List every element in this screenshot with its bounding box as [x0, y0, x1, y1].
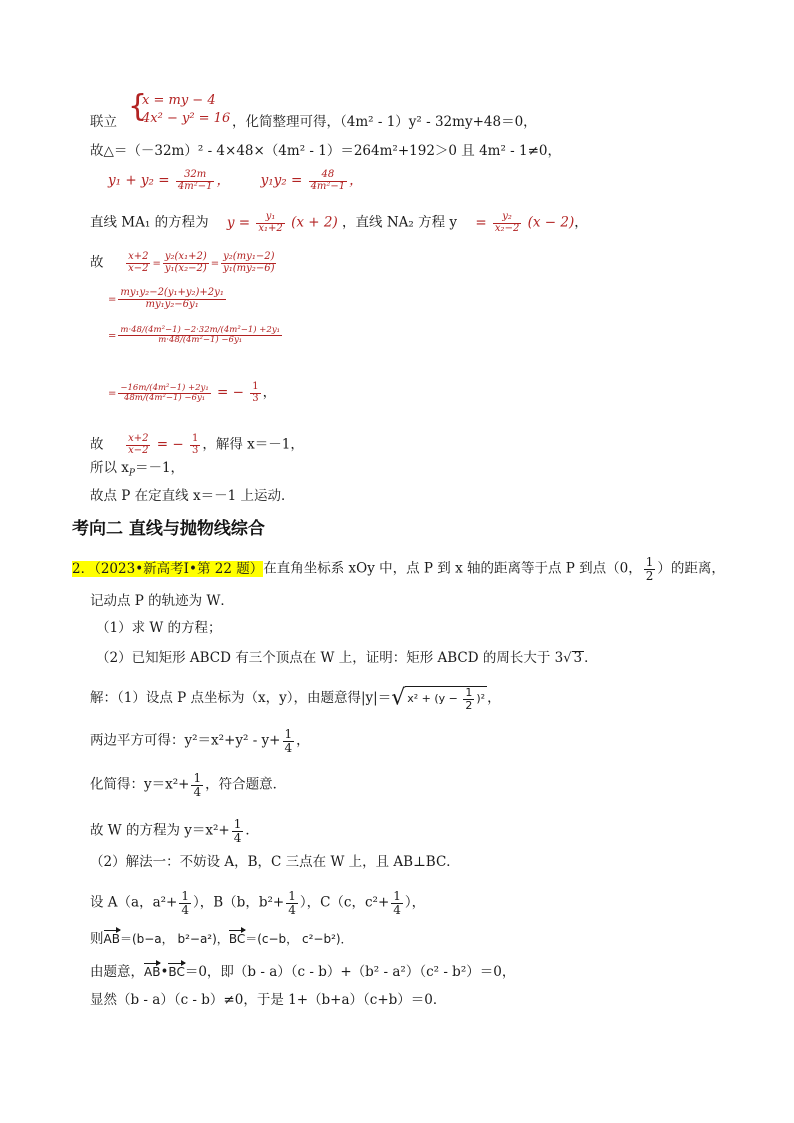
solution-step-2: 两边平方可得：y²＝x²+y² - y+ $\frac{1}{4}$ ， [90, 727, 310, 755]
text-lianli: 联立 [90, 114, 117, 130]
problem-number: 2． [72, 560, 95, 577]
solution-dot-product: 由题意，AB•BC＝0，即（b - a）（c - b）+（b² - a²）（c² - b²）＝0， [90, 964, 516, 980]
vector-ab-2: AB [144, 965, 161, 979]
problem-source: （2023•新高考Ⅰ•第 22 题） [94, 560, 264, 577]
solution-simplify: 显然（b - a）（c - b）≠0，于是 1+（b+a）（c+b）＝0． [90, 992, 447, 1008]
line-simultaneous [90, 116, 117, 130]
system-brace: { [128, 89, 148, 124]
line-ratio-step2: = $\frac{\text{my₁y₂−2(y₁+y₂)+2y₁}}{\text{my₁y₂−6y₁}}$ [108, 287, 224, 310]
problem-2-stem-cont: 记动点 P 的轨迹为 W． [90, 593, 234, 609]
vieta-product-label: y₁y₂ = [260, 172, 303, 189]
ma1-frac: $\frac{\text{y₁}}{\text{x₁+2}}$ [258, 211, 283, 234]
solution-step-3: 化简得：y＝x²+ $\frac{1}{4}$ ，符合题意． [90, 771, 287, 799]
line-vieta: y₁ + y₂ = $\frac{32m}{\text{4m²−1}}$ ， y₁y₂ = $\frac{48}{\text{4m²−1}}$ ， [108, 169, 363, 192]
problem-2-stem: 2．（2023•新高考Ⅰ•第 22 题）在直角坐标系 xOy 中，点 P 到 x 轴的距离等于点 P 到点（0， $\frac{1}{2}$ ）的距离， [72, 555, 725, 583]
system-eq-1: x = my − 4 [142, 93, 216, 108]
line-ratio-step4: = $\frac{\text{−16m/(4m²−1) +2y₁}}{\text{48m/(4m²−1) −6y₁}}$ = − $\frac{1}{3}$ ， [108, 381, 277, 404]
vector-bc-2: BC [168, 965, 185, 979]
line-conclusion: 故点 P 在定直线 x＝－1 上运动． [90, 488, 295, 504]
vieta-sum-label: y₁ + y₂ = [108, 172, 170, 189]
line-solve-x: 故 $\frac{x+2}{x-2}$ = − $\frac{1}{3}$ ，解得 x＝－1， [90, 433, 304, 456]
solution-vectors: 则AB＝(b−a， b²−a²)，BC＝(c−b， c²−b²)． [90, 931, 353, 947]
vector-bc: BC [228, 932, 246, 946]
line-ratio: 故 $\frac{x+2}{x-2}$ = $\frac{\text{y₂(x₁+2)}}{\text{y₁(x₂−2)}}$ = $\frac{\text{y₂(my₁−2)}}{\text{y₁(my₂−6)}}$ [90, 251, 275, 274]
line-simplify: ，化简整理可得，（4m² - 1）y² - 32my+48＝0， [232, 114, 537, 130]
vector-ab: AB [103, 932, 120, 946]
section-title: 考向二 直线与抛物线综合 [72, 519, 265, 539]
line-xp: 所以 $x_P=-1$， [90, 460, 185, 479]
solution-step-1: 解：（1）设点 P 点坐标为（x，y），由题意得|y|＝√ x² + (y − $\frac{1}{2}$ )² ， [90, 685, 501, 712]
text-ma1: 直线 MA₁ 的方程为 [90, 214, 209, 231]
solution-set-points: 设 A（a，a²+ $\frac{1}{4}$ ），B（b，b²+ $\frac{1}{4}$ ），C（c，c²+ $\frac{1}{4}$ ）， [90, 889, 426, 917]
question-2: （2）已知矩形 ABCD 有三个顶点在 W 上，证明：矩形 ABCD 的周长大于 3√ 3 ． [96, 650, 598, 666]
vieta-sum-frac: $\frac{32m}{\text{4m²−1}}$ [177, 169, 213, 192]
text-na2: ，直线 NA₂ 方程 y [342, 214, 458, 231]
system-eq-2: 4x² − y² = 16 [142, 111, 231, 126]
question-1: （1）求 W 的方程； [96, 620, 222, 636]
line-ma1-na2: 直线 MA₁ 的方程为 y = $\frac{\text{y₁}}{\text{x₁+2}}$ (x + 2) ，直线 NA₂ 方程 y = $\frac{\text{y₂}}{\text{x₂−2}}$ (x − 2)， [90, 211, 588, 234]
line-discriminant: 故△＝（－32m）² - 4×48×（4m² - 1）＝264m²+192＞0 且 4m² - 1≠0， [90, 143, 562, 159]
solution-part-2: （2）解法一：不妨设 A，B，C 三点在 W 上，且 AB⊥BC． [90, 854, 460, 870]
solution-step-4: 故 W 的方程为 y＝x²+ $\frac{1}{4}$ ． [90, 817, 259, 845]
line-ratio-step3: = $\frac{\text{m·48/(4m²−1) −2·32m/(4m²−1) +2y₁}}{\text{m·48/(4m²−1) −6y₁}}$ [108, 325, 281, 345]
vieta-product-frac: $\frac{48}{\text{4m²−1}}$ [310, 169, 346, 192]
na2-frac: $\frac{\text{y₂}}{\text{x₂−2}}$ [494, 211, 520, 234]
